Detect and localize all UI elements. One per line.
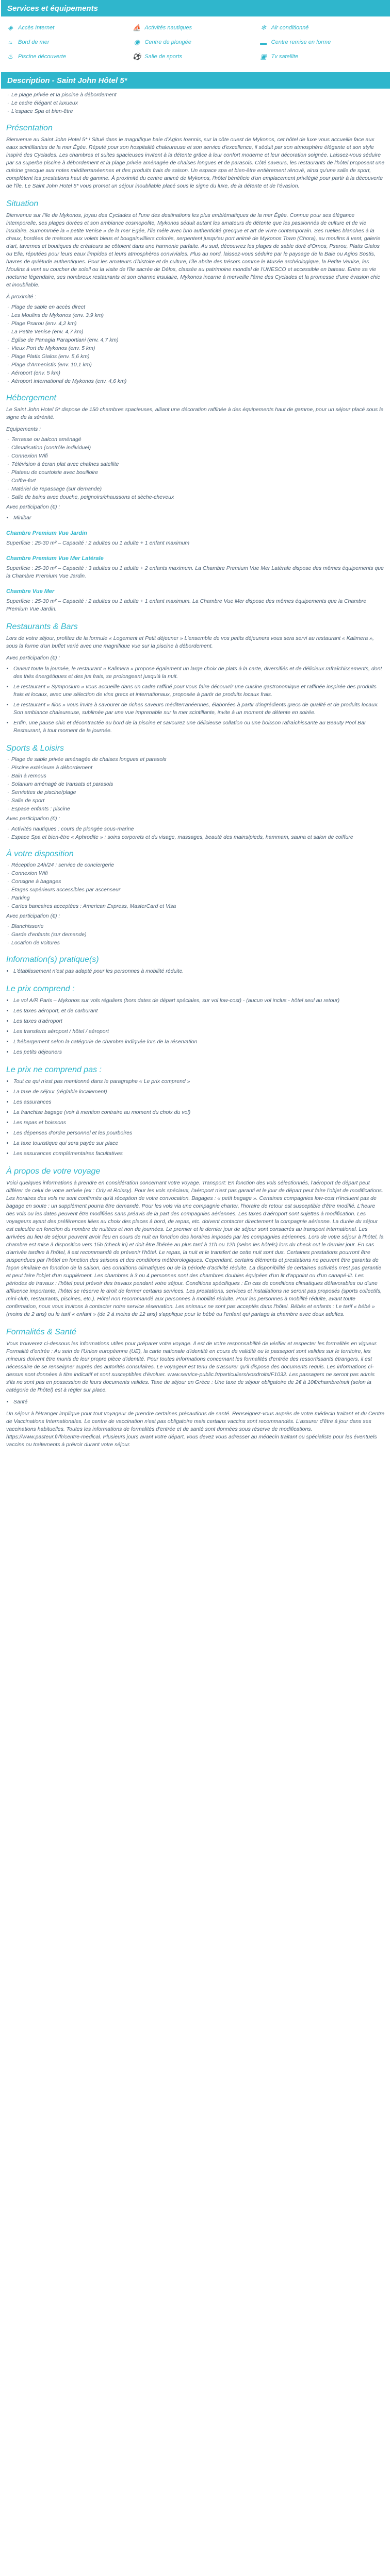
disposition-list [6,862,385,909]
section-title: Situation [6,199,39,208]
list-item: · Le cadre élégant et luxueux [6,100,385,106]
proximity-label: À proximité : [6,294,37,300]
list-item: · Climatisation (contrôle individuel) [6,445,385,451]
list-item: · Salle de sport [6,798,385,804]
list-item: • Le vol A/R Paris – Mykonos sur vols réguliers (hors dates de départ spéciales, sur vol low-cost) - (aucun vol inclus - hôtel seul au retour) [13,997,385,1005]
apropos-text: Voici quelques informations à prendre en considération concernant votre voyage. Transport: En fonction des vols sélectionnés, l'aéroport de départ peut différer de celui de votre arrivée (ex : Orly et Roissy). Pour les vols spéciaux, l'aéroport n'est pas garanti et le jour de départ peut faire l'objet de modifications. Les horaires des vols ne sont confirmés qu'à réception de votre convocation. Bagages : « petit bagage ». Certaines compagnies low-cost n'incluent pas de bagage en soute : un supplément pourra être demandé. Pour les vols via une compagnie charter, l'horaire de retour est susceptible d'être modifié. L'heure des vols ou les dates peuvent être modifiées sans préavis de la part des compagnies aériennes. Les taxes d'aéroport sont sujettes à modification. Les voyageurs ayant des préférences liées au choix des places à bord, de repas, etc. doivent contacter directement la compagnie aérienne. La durée du séjour est calculée en fonction du nombre de nuitées et non de journées. Le premier et le dernier jour de séjour sont consacrés au transport international. Les arrivées au lieu de séjour peuvent avoir lieu en cours de nuit en fonction des horaires imposés par les compagnies aériennes. Lors de votre séjour à l'hôtel, la chambre est mise à disposition vers 15h (check in) et doit être libérée au plus tard à 11h ou 12h (selon les hôtels) lors du check out le dernier jour. En cas d'arrivée tardive à l'hôtel, il est recommandé de prévenir l'hôtel. Le repas, la nuit et le transfert de cette nuit sont dus. Certaines prestations pourront être suspendues par l'hôtel en fonction des saisons et des conditions météorologiques. Cependant, certains éléments et prestations ne peuvent être garantis de façon similaire en fonction de la saison, des conditions climatiques ou de la période d'activité réduite. La disponibilité de certaines activités n'est pas garantie et peut faire l'objet d'un supplément. Les chambres à 3 ou 4 personnes sont des chambres doubles équipées d'un lit d'appoint ou d'un canapé-lit. Les périodes de travaux : l'hôtel peut prévoir des travaux pendant votre séjour. Conditions spécifiques : En cas de conditions climatiques défavorables ou d'une affluence importante, l'hôtel se réserve le droit de fermer certains services. Les prestations, services et installations ne seront pas proposés (sports collectifs, mini-club, restaurants, piscines, etc.). Hôtel non recommandé aux personnes à mobilité réduite. Pour les personnes à mobilité réduite, avant toute confirmation, nous vous invitons à contacter notre service réservation. Les animaux ne sont pas acceptés dans l'hôtel. Bébés et enfants : Le tarif « bébé » (moins de 2 ans) ou le tarif « enfant » (de 2 à moins de 12 ans) s'applique pour le bébé ou l'enfant qui partage la chambre avec deux adultes. [6,1180,384,1317]
list-item: · Plage Psarou (env. 4,2 km) [6,320,385,327]
room-text: Superficie : 25-30 m² – Capacité : 2 adultes ou 1 adulte + 1 enfant maximum [6,540,190,546]
list-item: • Santé [13,1398,385,1406]
list-item: · Espace Spa et bien-être « Aphrodite » : soins corporels et du visage, massages, beauté des mains/pieds, hammam, sauna et salon de coiffure [6,834,385,840]
info-list [13,968,385,975]
room-title: Chambre Premium Vue Mer Latérale [6,555,104,562]
list-item: • Tout ce qui n'est pas mentionné dans le paragraphe « Le prix comprend » [13,1078,385,1086]
list-item: • Les repas et boissons [13,1119,385,1127]
room-title: Chambre Vue Mer [6,588,55,595]
sports-list [6,756,385,812]
dumbbell-icon: ▬ [260,38,267,46]
list-item: • L'hébergement selon la catégorie de chambre indiquée lors de la réservation [13,1038,385,1046]
room-title: Chambre Premium Vue Jardin [6,530,87,536]
restaurants-list [13,665,385,735]
proximity-list [6,304,385,384]
sports-part-list [6,826,385,840]
list-item: • Les petits déjeuners [13,1048,385,1056]
list-item: · La Petite Venise (env. 4,7 km) [6,329,385,335]
list-item: • Le restaurant « Symposium » vous accueille dans un cadre raffiné pour vous faire découvrir une cuisine gastronomique et raffinée inspirée des produits frais et locaux, avec une sélection de vins grecs et internationaux, proposée à partir de produits locaux frais. [13,683,385,699]
hebergement-text: Le Saint John Hotel 5* dispose de 150 chambres spacieuses, alliant une décoration raffinée à des équipements haut de gamme, pour un séjour placé sous le signe de la sérénité. [6,406,384,420]
list-item: · Réception 24h/24 : service de conciergerie [6,862,385,868]
diving-icon: ◉ [134,38,140,46]
service-item: ◈ Accès Internet [6,24,133,32]
list-item: • La taxe de séjour (réglable localement) [13,1088,385,1096]
list-item: · Étages supérieurs accessibles par ascenseur [6,887,385,893]
equipements-list [6,436,385,500]
services-grid [1,16,390,70]
list-item: · Consigne à bagages [6,878,385,885]
list-item: · Bain à remous [6,773,385,779]
list-item: • Les assurances [13,1098,385,1106]
list-item: · Église de Panagia Paraportiani (env. 4,7 km) [6,337,385,343]
list-item: • Les assurances complémentaires facultatives [13,1150,385,1158]
list-item: • L'établissement n'est pas adapté pour les personnes à mobilité réduite. [13,968,385,975]
presentation-text: Bienvenue au Saint John Hotel 5* ! Situé dans le magnifique baie d'Agios Ioannis, sur la côte ouest de Mykonos, cet hôtel de luxe vous accueille face aux eaux scintillantes de la mer Égée. Réputé pour son hospitalité chaleureuse et son service d'excellence, il séduit par son atmosphère élégante et son style inspiré des Cyclades. Les chambres et suites spacieuses invitent à la détente grâce à leur confort moderne et leur décoration soignée. Laissez-vous séduire par sa superbe piscine à débordement et la plage privée aménagée de chaises longues et de parasols. Côté saveurs, les restaurants de l'hôtel proposent une cuisine grecque aux notes méditerranéennes et des produits frais de saison. Un espace spa et bien-être entièrement rénové, ainsi qu'une salle de sport, complètent les prestations haut de gamme. À proximité du centre animé de Mykonos, l'hôtel bénéficie d'un emplacement privilégié pour partir à la découverte de l'île. Le Saint John Hotel 5* vous promet un séjour inoubliable placé sous le signe du luxe, de la détente et de l'évasion. [6,137,385,189]
section-title: Formalités & Santé [6,1328,77,1336]
services-header: Services et équipements [1,0,390,16]
list-item: · Connexion Wifi [6,453,385,459]
boat-icon: ⛵ [133,24,141,31]
list-item: · Serviettes de piscine/plage [6,789,385,795]
noprix-list [13,1078,385,1158]
list-item: · L'espace Spa et bien-être [6,108,385,114]
list-item: • Minibar [13,514,385,522]
section-title: Le prix comprend : [6,985,75,993]
description-header: Description - Saint John Hôtel 5* [1,72,390,89]
section-title: À votre disposition [6,850,74,858]
list-item: • Enfin, une pause chic et décontractée au bord de la piscine et savourez une délicieuse collation ou une boisson rafraîchissante au Beauty Pool Bar Restaurant, à tout moment de la journée. [13,719,385,735]
section-title: À propos de votre voyage [6,1167,101,1176]
list-item: · Télévision à écran plat avec chaînes satellite [6,461,385,467]
situation-text: Bienvenue sur l'île de Mykonos, joyau des Cyclades et l'une des destinations les plus emblématiques de la mer Égée. Connue pour ses élégance intemporelle, ses plages dorées et son ambiance cosmopolite, Mykonos séduit autant les amateurs de détente que les passionnés de culture et de vie insulaire. Surnommée la « petite Venise » de la mer Égée, l'île mêle avec brio authenticité grecque et art de vivre contemporain. Ses ruelles blanches à la chaux, bordées de maisons aux volets bleus et bougainvilliers colorés, serpentent jusqu'au port animé de Mykonos Town (Chora), au moulins à vent, galerie d'art, tavernes et boutiques de créateurs se côtoient dans une harmonie parfaite. Au sud, découvrez les plages de sable doré d'Ornos, Psarou, Platis Gialos ou Elia, réputées pour leurs eaux limpides et leurs atmosphères conviviales. Plus au nord, laissez-vous séduire par le paysage de la Baie ou Agios Sostis, havres de quiétude authentiques. Pour les amateurs d'histoire et de culture, l'île abrite des trésors comme le Musée archéologique, la Petite Venise, les Moulins à vent au coucher de soleil ou la visite de l'île sacrée de Délos, classée au patrimoine mondial de l'UNESCO et accessible en bateau. Entre sa vie nocturne légendaire, ses nombreux restaurants et son charme insulaire, Mykonos incarne à merveille l'âme des Cyclades et la promesse d'une évasion chic et inoubliable. [6,212,381,288]
list-item: • Les taxes aéroport, et de carburant [13,1007,385,1015]
tv-icon: ▣ [260,53,267,60]
list-item: · Espace enfants : piscine [6,806,385,812]
list-item: · Cartes bancaires acceptées : American Express, MasterCard et Visa [6,903,385,909]
spacer [1,1453,390,1458]
service-item: ⚽ Salle de sports [133,53,183,60]
list-item: • La taxe touristique qui sera payée sur place [13,1140,385,1147]
service-item: ▣ Tv satellite [260,53,299,60]
wave-icon: ≈ [8,38,12,46]
wifi-icon: ◈ [8,24,13,31]
service-item: ❄ Air conditionné [259,24,386,32]
list-item: · Matériel de repassage (sur demande) [6,486,385,492]
snowflake-icon: ❄ [260,24,267,31]
list-item: • Ouvert toute la journée, le restaurant « Kalimera » propose également un large choix de plats à la carte, diversifiés et de délicieux rafraîchissements, dont des thés énergétiques et des jus frais, se prolongeant jusqu'à la nuit. [13,665,385,681]
list-item: · Location de voitures [6,940,385,946]
section-title: Présentation [6,124,53,132]
prix-list [13,997,385,1056]
list-item: · Aéroport (env. 5 km) [6,370,385,376]
list-item: · Plage Platis Gialos (env. 5,6 km) [6,353,385,360]
intro-list [6,92,385,114]
disposition-part-label: Avec participation (€) : [6,913,60,919]
participation-list [13,514,385,522]
list-item: • Les dépenses d'ordre personnel et les pourboires [13,1129,385,1137]
service-item: ≈ Bord de mer [6,38,133,46]
list-item: • Le restaurant « Ilios » vous invite à savourer de riches saveurs méditerranéennes, élaborées à partir d'ingrédients grecs de qualité et de produits locaux. Son ambiance chaleureuse, sublimée par une vue imprenable sur la mer scintillante, invite à un moment de détente en soirée. [13,701,385,717]
sports-part-label: Avec participation (€) : [6,816,60,822]
pool-icon: ♨ [7,53,13,60]
list-item: · Parking [6,895,385,901]
list-item: • La franchise bagage (voir à mention contraire au moment du choix du vol) [13,1109,385,1116]
list-item: · Plage de sable privée aménagée de chaises longues et parasols [6,756,385,762]
list-item: • Les transferts aéroport / hôtel / aéroport [13,1028,385,1036]
list-item: · Salle de bains avec douche, peignoirs/chaussons et sèche-cheveux [6,494,385,500]
list-item: · Vieux Port de Mykonos (env. 5 km) [6,345,385,351]
list-item: · Plage d'Armenistis (env. 10,1 km) [6,362,385,368]
list-item: · Aéroport international de Mykonos (env. 4,6 km) [6,378,385,384]
list-item: · Activités nautiques : cours de plongée sous-marine [6,826,385,832]
sante-text: Un séjour à l'étranger implique pour tout voyageur de prendre certaines précautions de santé. Renseignez-vous auprès de votre médecin traitant et du Centre de Vaccinations Internationales. Le centre de vaccination n'est pas obligatoire mais certains vaccins sont recommandés. L'assurer d'être à jour dans ses vaccinations habituelles. Toutes les informations de formalités d'entrée et de santé sont données sous réserve de modifications. https://www.pasteur.fr/fr/centre-medical. Plusieurs jours avant votre départ, vous devez vous adresser au médecin traitant ou spécialiste pour les éventuels vaccins ou traitements à prévoir durant votre séjour. [6,1411,385,1448]
list-item: · Le plage privée et la piscine à débordement [6,92,385,98]
room-text: Superficie : 25-30 m² – Capacité : 2 adultes ou 1 adulte + 1 enfant maximum. La Chambre Vue Mer dispose des mêmes équipements que la Chambre Premium Vue Jardin. [6,598,367,612]
restaurants-part-label: Avec participation (€) : [6,655,60,661]
service-item: ⛵ Activités nautiques [133,24,192,31]
list-item: · Terrasse ou balcon aménagé [6,436,385,443]
sante-list [13,1398,385,1406]
list-item: · Connexion Wifi [6,870,385,876]
list-item: · Blanchisserie [6,923,385,929]
list-item: · Plage de sable en accès direct [6,304,385,310]
service-item: ◉ Centre de plongée [133,38,259,46]
list-item: · Plateau de courtoisie avec bouilloire [6,469,385,476]
section-title: Hébergement [6,394,56,402]
list-item: · Coffre-fort [6,478,385,484]
restaurants-text: Lors de votre séjour, profitez de la formule « Logement et Petit déjeuner » L'ensemble de vos petits déjeuners vous sera servi au restaurant « Kalimera », sous la forme d'un buffet varié avec une magnifique vue sur la piscine à débordement. [6,635,374,649]
section-title: Sports & Loisirs [6,744,64,753]
participation-label: Avec participation (€) : [6,504,60,510]
list-item: · Garde d'enfants (sur demande) [6,931,385,938]
section-title: Restaurants & Bars [6,622,78,631]
formalites-text: Vous trouverez ci-dessous les informations utiles pour préparer votre voyage. Il est de votre responsabilité de vérifier et respecter les formalités en vigueur. Formalité d'entrée : Au sein de l'Union européenne (UE), la carte nationale d'identité en cours de validité ou le passeport sont valides sur le territoire, les mineurs doivent être munis de leur propre pièce d'identité. Pour toutes informations concernant les formalités d'entrée des ressortissants étrangers, il est nécessaire de se renseigner auprès des autorités consulaires. Le voyageur est tenu de s'assurer qu'il dispose des documents requis. Les informations ci-dessus sont données à titre indicatif et sont susceptibles d'évoluer. www.service-public.fr/particuliers/vosdroits/F1032. Les passagers ne seront pas admis s'ils ne sont pas en possession de leurs documents valides. Taxe de séjour en Grèce : Une taxe de séjour obligatoire de 2€ à 10€/chambre/nuit (selon la catégorie de l'hôtel) est à régler sur place. [6,1341,378,1393]
sport-icon: ⚽ [133,53,141,60]
section-title: Le prix ne comprend pas : [6,1065,102,1074]
service-item: ♨ Piscine découverte [6,53,133,61]
equipements-label: Equipements : [6,426,41,432]
disposition-part-list [6,923,385,946]
list-item: • Les taxes d'aéroport [13,1018,385,1025]
service-item: ▬ Centre remise en forme [260,38,331,46]
section-title: Information(s) pratique(s) [6,955,99,964]
room-text: Superficie : 25-30 m² – Capacité : 3 adultes ou 1 adulte + 2 enfants maximum. La Chambre Premium Vue Mer Latérale dispose des mêmes équipements que la Chambre Premium Vue Jardin. [6,565,384,579]
list-item: · Les Moulins de Mykonos (env. 3,9 km) [6,312,385,318]
list-item: · Solarium aménagé de transats et parasols [6,781,385,787]
list-item: · Piscine extérieure à débordement [6,765,385,771]
